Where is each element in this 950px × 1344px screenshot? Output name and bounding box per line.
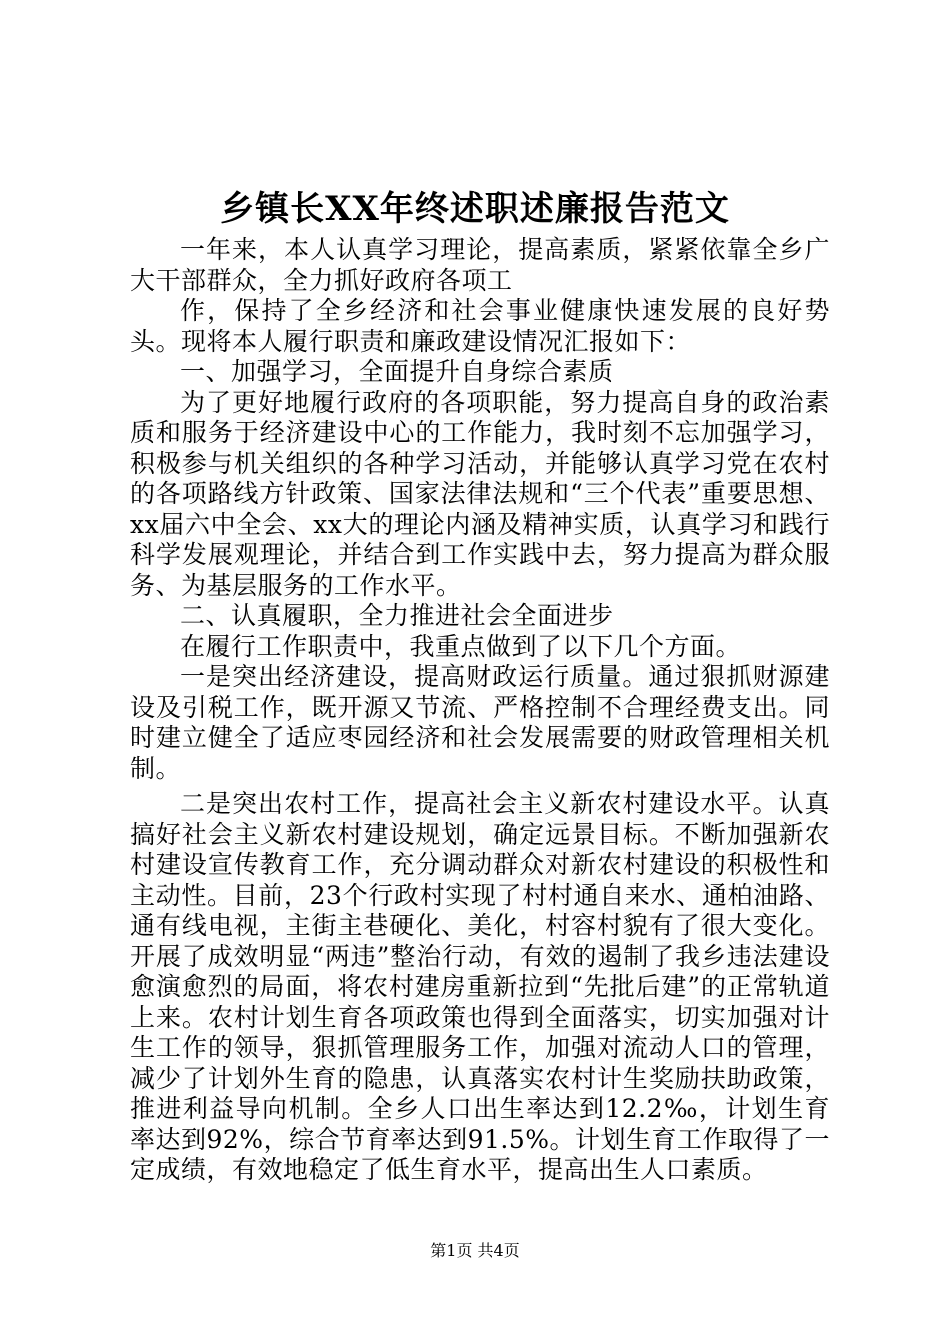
- paragraph: 为了更好地履行政府的各项职能，努力提高自身的政治素质和服务于经济建设中心的工作能力，我时刻不忘加强学习，积极参与机关组织的各种学习活动，并能够认真学习党在农村的各项路线方针政策、国家法律法规和“三个代表”重要思想、xx届六中全会、xx大的理论内涵及精神实质，认真学习和践行科学发展观理论，并结合到工作实践中去，努力提高为群众服务、为基层服务的工作水平。: [130, 387, 830, 600]
- document-body: [130, 235, 830, 1186]
- paragraph: 作，保持了全乡经济和社会事业健康快速发展的良好势头。现将本人履行职责和廉政建设情况汇报如下：: [130, 296, 830, 356]
- paragraph: 二是突出农村工作，提高社会主义新农村建设水平。认真搞好社会主义新农村建设规划，确定远景目标。不断加强新农村建设宣传教育工作，充分调动群众对新农村建设的积极性和主动性。目前，23个行政村实现了村村通自来水、通柏油路、通有线电视，主街主巷硬化、美化，村容村貌有了很大变化。开展了成效明显“两违”整治行动，有效的遏制了我乡违法建设愈演愈烈的局面，将农村建房重新拉到“先批后建”的正常轨道上来。农村计划生育各项政策也得到全面落实，切实加强对计生工作的领导，狠抓管理服务工作，加强对流动人口的管理，减少了计划外生育的隐患，认真落实农村计生奖励扶助政策，推进利益导向机制。全乡人口出生率达到12.2‰，计划生育率达到92%，综合节育率达到91.5%。计划生育工作取得了一定成绩，有效地稳定了低生育水平，提高出生人口素质。: [130, 789, 830, 1184]
- section-heading: 二、认真履职，全力推进社会全面进步: [180, 601, 614, 630]
- paragraph: 一年来，本人认真学习理论，提高素质，紧紧依靠全乡广大干部群众，全力抓好政府各项工: [130, 235, 830, 295]
- paragraph: 在履行工作职责中，我重点做到了以下几个方面。: [180, 631, 742, 661]
- paragraph: 一是突出经济建设，提高财政运行质量。通过狠抓财源建设及引税工作，既开源又节流、严格控制不合理经费支出。同时建立健全了适应枣园经济和社会发展需要的财政管理相关机制。: [130, 662, 830, 783]
- page-footer: 第1页 共4页: [430, 1241, 520, 1260]
- section-heading: 一、加强学习，全面提升自身综合素质: [180, 357, 614, 386]
- document-title: 乡镇长XX年终述职述廉报告范文: [220, 189, 730, 229]
